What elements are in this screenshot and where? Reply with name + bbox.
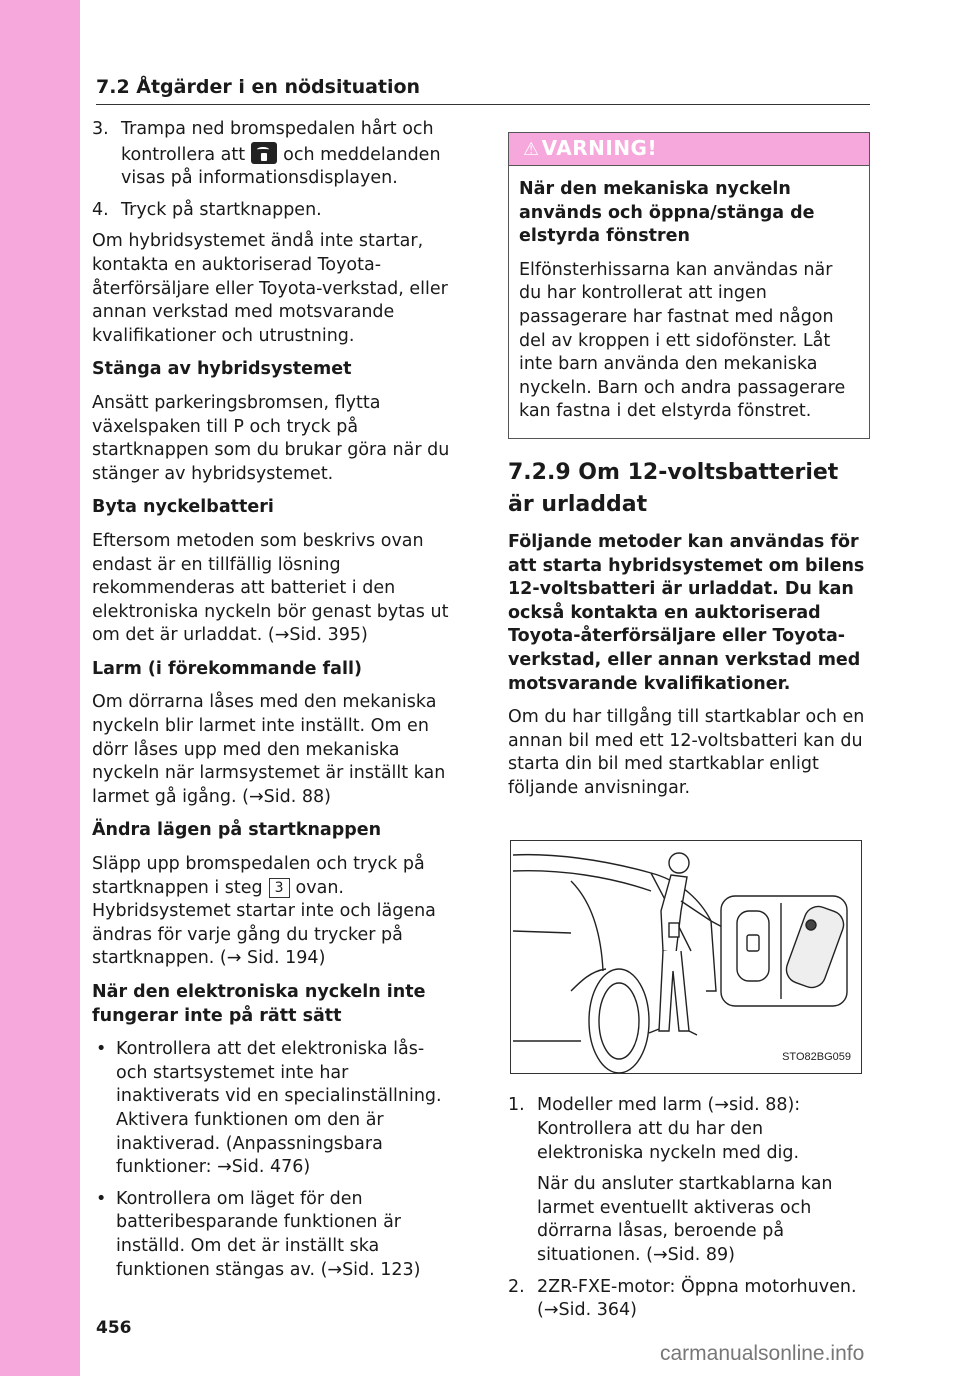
step-reference-box: 3 — [269, 878, 290, 898]
step-2 — [508, 1276, 870, 1323]
warning-triangle-icon: ⚠ — [523, 139, 540, 160]
page-margin-strip — [0, 0, 80, 1376]
warning-title — [523, 137, 657, 162]
step-number: 4. — [92, 199, 109, 220]
warning-box — [508, 132, 870, 439]
bullet-mark: • — [96, 1039, 107, 1060]
paragraph: Eftersom metoden som beskrivs ovan endast är en tillfällig lösning rekommenderas att batteriet i den elektroniska nyckeln bör genast bytas ut om det är urladdat. (→Sid. 395) — [92, 530, 449, 646]
warning-body — [509, 166, 869, 438]
section-header-title: 7.2 Åtgärder i en nödsituation — [96, 76, 421, 98]
list-item-text: Kontrollera att det elektroniska lås- och startsystemet inte har inaktiverats vid en specialinställning. Aktivera funktionen om den är inaktiverad. (Anpassningsbara funktioner: →Sid. 476) — [116, 1039, 442, 1178]
step-3-text-b: och meddelanden visas på informationsdisplayen. — [121, 144, 441, 189]
person-at-car-illustration — [511, 841, 861, 1073]
paragraph: Om hybridsystemet ändå inte startar, kontakta en auktoriserad Toyota-återförsäljare eller Toyota-verkstad, eller annan verkstad med motsvarande kvalifikationer och utrustning. — [92, 231, 448, 346]
figure-code: STO82BG059 — [782, 1050, 851, 1063]
warning-header — [509, 133, 869, 166]
warning-text: Elfönsterhissarna kan användas när du har kontrollerat att ingen passagerare har fastnat med någon del av kroppen i ett sidofönster. Låt inte barn använda den mekaniska nyckeln. Barn och andra passagerare kan fastna i det elstyrda fönstret. — [519, 259, 846, 422]
list-item-text: Kontrollera om läget för den batteribesparande funktionen är inställd. Om det är inställt ska funktionen stängas av. (→Sid. 123) — [116, 1188, 421, 1280]
paragraph-text-b: ovan. Hybridsystemet startar inte och lägena ändras för varje gång du trycker på startknappen. (→ Sid. 194) — [92, 877, 436, 969]
step-number: 2. — [508, 1276, 525, 1297]
paragraph — [92, 853, 452, 971]
step-1 — [508, 1094, 870, 1165]
paragraph: Om dörrarna låses med den mekaniska nyckeln blir larmet inte inställt. Om en dörr låses upp med den mekaniska nyckeln när larmsystemet är inställt kan larmet gå igång. (→Sid. 88) — [92, 692, 446, 807]
illustration-figure — [510, 840, 862, 1074]
list-item — [92, 1038, 452, 1180]
step-4-text: Tryck på startknappen. — [121, 199, 322, 220]
smart-key-icon — [251, 142, 277, 164]
subheading: Larm (i förekommande fall) — [92, 658, 362, 679]
step-1-note-text: När du ansluter startkablarna kan larmet eventuellt aktiveras och dörrarna låsas, beroende på situationen. (→Sid. 89) — [537, 1174, 833, 1266]
intro-bold: Följande metoder kan användas för att starta hybridsystemet om bilens 12-voltsbatteri är urladdat. Du kan också kontakta en auktoriserad Toyota-återförsäljare eller Toyota-verkstad, eller annan verkstad med motsvarande kvalifikationer. — [508, 531, 865, 694]
paragraph: Om du har tillgång till startkablar och en annan bil med ett 12-voltsbatteri kan du starta din bil med startkablar enligt följande anvisningar. — [508, 707, 865, 798]
subheading: Byta nyckelbatteri — [92, 497, 274, 518]
list-item — [92, 1188, 452, 1282]
step-2-text: 2ZR-FXE-motor: Öppna motorhuven. (→Sid. 364) — [537, 1276, 857, 1321]
step-number: 1. — [508, 1095, 525, 1116]
page-header — [96, 72, 870, 105]
paragraph-text-a: Släpp upp bromspedalen och tryck på startknappen i steg — [92, 854, 425, 898]
paragraph: Ansätt parkeringsbromsen, flytta växelspaken till P och tryck på startknappen som du brukar göra när du stänger av hybridsystemet. — [92, 392, 450, 484]
warning-heading: När den mekaniska nyckeln används och öppna/stänga de elstyrda fönstren — [519, 179, 815, 247]
step-number: 3. — [92, 119, 109, 139]
warning-title-text: VARNING! — [541, 136, 658, 160]
step-4 — [92, 199, 452, 223]
step-3-text-a: Trampa ned bromspedalen hårt och kontrollera att — [121, 119, 434, 165]
subheading: När den elektroniska nyckeln inte fungerar inte på rätt sätt — [92, 982, 426, 1026]
section-title: 7.2.9 Om 12-voltsbatteriet är urladdat — [508, 459, 839, 517]
step-1-note — [508, 1173, 870, 1267]
subheading: Stänga av hybridsystemet — [92, 359, 352, 380]
subheading: Ändra lägen på startknappen — [92, 820, 382, 841]
step-3 — [92, 118, 452, 191]
watermark-text: carmanualsonline.info — [660, 1342, 865, 1365]
page-number: 456 — [96, 1318, 132, 1338]
bullet-mark: • — [96, 1188, 107, 1209]
left-column — [92, 118, 452, 1290]
step-1-text: Modeller med larm (→sid. 88): Kontrollera att du har den elektroniska nyckeln med dig. — [537, 1095, 801, 1163]
right-column — [508, 132, 870, 1331]
